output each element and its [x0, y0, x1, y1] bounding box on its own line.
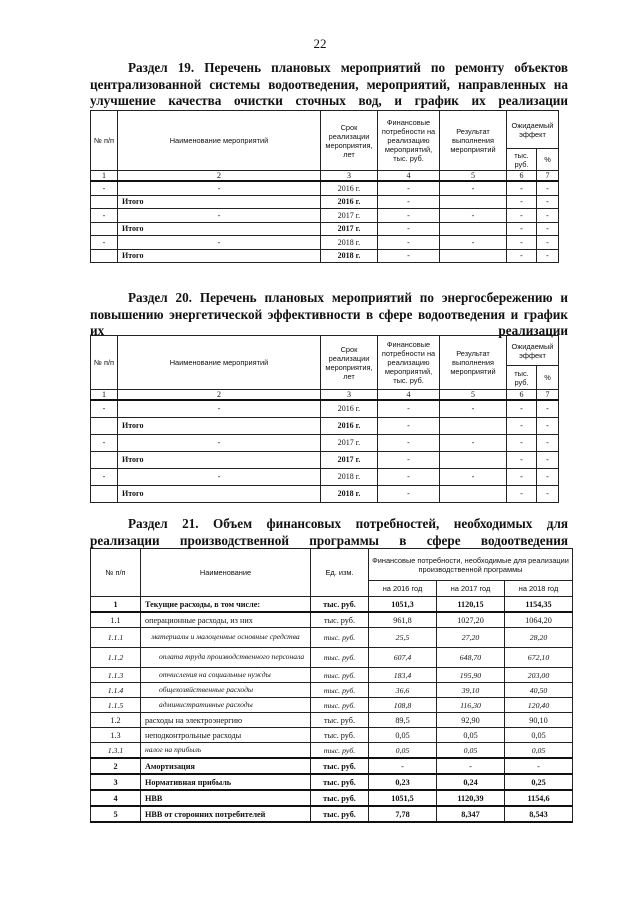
header-name: Наименование мероприятий [118, 111, 321, 171]
cell: - [378, 209, 440, 223]
col-number: 5 [440, 390, 507, 401]
header-effect-rub: тыс. руб. [507, 366, 537, 390]
table-row-total [91, 417, 559, 434]
column-numbers-row [91, 390, 559, 401]
cell-unit: тыс. руб. [311, 668, 369, 683]
cell [440, 485, 507, 502]
cell-unit: тыс. руб. [311, 728, 369, 743]
cell: 2016 г. [321, 400, 378, 417]
cell-unit: тыс. руб. [311, 758, 369, 774]
table-row [91, 698, 573, 713]
cell: - [507, 434, 537, 451]
cell: Итого [118, 451, 321, 468]
cell-unit: тыс. руб. [311, 628, 369, 648]
cell: - [537, 451, 559, 468]
cell-value: 648,70 [437, 648, 505, 668]
cell [91, 195, 118, 209]
cell-num: 4 [91, 790, 141, 806]
header-finance: Финансовые потребности на реализацию мероприятий, тыс. руб. [378, 336, 440, 390]
header-effect: Ожидаемый эффект [507, 111, 559, 149]
cell-unit: тыс. руб. [311, 790, 369, 806]
cell: - [378, 181, 440, 195]
cell-value: 27,20 [437, 628, 505, 648]
cell-value: 90,10 [505, 713, 573, 728]
cell-value: 0,05 [437, 743, 505, 759]
table-row [91, 774, 573, 790]
cell: 2018 г. [321, 468, 378, 485]
cell: Итого [118, 249, 321, 263]
cell: - [378, 451, 440, 468]
cell: - [440, 181, 507, 195]
cell-value: 0,25 [505, 774, 573, 790]
col-number: 6 [507, 390, 537, 401]
cell: - [378, 468, 440, 485]
header-result: Результат выполнения мероприятий [440, 111, 507, 171]
cell: - [378, 417, 440, 434]
section-19-table [90, 110, 559, 263]
cell-num: 1.1 [91, 612, 141, 628]
cell-value: 0,05 [505, 728, 573, 743]
cell: - [537, 236, 559, 250]
cell-value: 8,543 [505, 806, 573, 822]
cell: - [537, 485, 559, 502]
cell-value: 1051,3 [369, 597, 437, 613]
cell-value: 0,05 [369, 743, 437, 759]
cell: - [118, 434, 321, 451]
header-effect-rub: тыс. руб. [507, 149, 537, 171]
cell: - [537, 222, 559, 236]
cell-num: 1.1.5 [91, 698, 141, 713]
table-row [91, 806, 573, 822]
cell-num: 1.3.1 [91, 743, 141, 759]
cell-unit: тыс. руб. [311, 597, 369, 613]
cell: - [378, 222, 440, 236]
cell-value: 7,78 [369, 806, 437, 822]
header-term: Срок реализации мероприятия, лет [321, 111, 378, 171]
cell-value: 1051,5 [369, 790, 437, 806]
cell: Итого [118, 485, 321, 502]
cell: - [440, 400, 507, 417]
cell-value: 8,347 [437, 806, 505, 822]
cell: - [118, 181, 321, 195]
cell: - [507, 222, 537, 236]
table-row [91, 790, 573, 806]
cell: - [378, 400, 440, 417]
cell-num: 5 [91, 806, 141, 822]
header-name: Наименование мероприятий [118, 336, 321, 390]
cell: Итого [118, 417, 321, 434]
section-21-title: Раздел 21. Объем финансовых потребностей, необходимых для реализации производственной программы в сфере водоотведения [90, 516, 568, 548]
cell-name: НВВ от сторонних потребителей [141, 806, 311, 822]
cell-value: 203,00 [505, 668, 573, 683]
cell [91, 417, 118, 434]
table-row [91, 758, 573, 774]
section-19-title: Раздел 19. Перечень плановых мероприятий по ремонту объектов централизованной системы водоотведения, мероприятий, направленных на улучшение качества очистки сточных вод, и график их реализации [90, 60, 568, 108]
cell: Итого [118, 222, 321, 236]
cell-unit: тыс. руб. [311, 683, 369, 698]
cell: - [537, 468, 559, 485]
table-row [91, 683, 573, 698]
cell: - [537, 417, 559, 434]
cell: - [440, 209, 507, 223]
cell: - [507, 468, 537, 485]
header-finance: Финансовые потребности на реализацию мероприятий, тыс. руб. [378, 111, 440, 171]
cell-value: 0,24 [437, 774, 505, 790]
col-number: 7 [537, 390, 559, 401]
cell-unit: тыс. руб. [311, 612, 369, 628]
table-row [91, 400, 559, 417]
col-number: 5 [440, 171, 507, 182]
cell: - [507, 400, 537, 417]
cell-num: 1.1.2 [91, 648, 141, 668]
cell [440, 222, 507, 236]
cell-value: 183,4 [369, 668, 437, 683]
cell: - [118, 236, 321, 250]
cell-name: Амортизация [141, 758, 311, 774]
header-2017: на 2017 год [437, 581, 505, 597]
header-2016: на 2016 год [369, 581, 437, 597]
header-num: № п/п [91, 336, 118, 390]
cell-value: - [505, 758, 573, 774]
cell-value: 961,8 [369, 612, 437, 628]
cell: - [118, 468, 321, 485]
cell: - [440, 468, 507, 485]
cell: - [378, 434, 440, 451]
cell-value: 92,90 [437, 713, 505, 728]
cell-unit: тыс. руб. [311, 774, 369, 790]
header-num: № п/п [91, 549, 141, 597]
cell: 2017 г. [321, 222, 378, 236]
cell [440, 249, 507, 263]
section-21-table [90, 548, 573, 823]
cell [91, 485, 118, 502]
header-unit: Ед. изм. [311, 549, 369, 597]
cell: - [440, 434, 507, 451]
table-row-total [91, 485, 559, 502]
section-20-title: Раздел 20. Перечень плановых мероприятий по энергосбережению и повышению энергетической эффективности в сфере водоотведения и график их реализации [90, 290, 568, 338]
col-number: 2 [118, 390, 321, 401]
header-num: № п/п [91, 111, 118, 171]
cell: 2018 г. [321, 485, 378, 502]
cell: - [507, 485, 537, 502]
header-name: Наименование [141, 549, 311, 597]
table-row [91, 236, 559, 250]
table-row [91, 181, 559, 195]
cell [440, 195, 507, 209]
table-row [91, 713, 573, 728]
cell-unit: тыс. руб. [311, 743, 369, 759]
cell-name: оплата труда производственного персонала [141, 648, 311, 668]
cell: - [507, 417, 537, 434]
cell-value: 672,10 [505, 648, 573, 668]
cell-value: 89,5 [369, 713, 437, 728]
cell [91, 222, 118, 236]
cell-value: 1120,15 [437, 597, 505, 613]
cell: - [537, 181, 559, 195]
cell: - [91, 181, 118, 195]
section-20-table [90, 335, 559, 503]
cell-num: 1.2 [91, 713, 141, 728]
col-number: 7 [537, 171, 559, 182]
header-2018: на 2018 год [505, 581, 573, 597]
col-number: 3 [321, 390, 378, 401]
cell: - [378, 236, 440, 250]
cell-num: 1.1.3 [91, 668, 141, 683]
cell-name: материалы и малоценные основные средства [141, 628, 311, 648]
cell: - [91, 209, 118, 223]
cell-num: 2 [91, 758, 141, 774]
cell [91, 249, 118, 263]
cell-value: 116,30 [437, 698, 505, 713]
page-number: 22 [313, 36, 327, 51]
cell [440, 417, 507, 434]
cell-value: - [437, 758, 505, 774]
cell: 2017 г. [321, 451, 378, 468]
cell-value: 1027,20 [437, 612, 505, 628]
cell-name: Текущие расходы, в том числе: [141, 597, 311, 613]
cell-value: 40,50 [505, 683, 573, 698]
header-effect: Ожидаемый эффект [507, 336, 559, 366]
cell: 2018 г. [321, 249, 378, 263]
cell: - [507, 181, 537, 195]
header-effect-pct: % [537, 366, 559, 390]
cell: - [507, 249, 537, 263]
cell: - [118, 400, 321, 417]
cell-value: 607,4 [369, 648, 437, 668]
cell-num: 1.1.1 [91, 628, 141, 648]
cell-num: 3 [91, 774, 141, 790]
cell-name: административные расходы [141, 698, 311, 713]
cell-value: 0,05 [369, 728, 437, 743]
table-row-total [91, 249, 559, 263]
cell: 2016 г. [321, 417, 378, 434]
cell-num: 1.1.4 [91, 683, 141, 698]
cell [440, 451, 507, 468]
cell: - [91, 468, 118, 485]
cell-unit: тыс. руб. [311, 713, 369, 728]
cell-name: отчисления на социальные нужды [141, 668, 311, 683]
cell-name: общехозяйственные расходы [141, 683, 311, 698]
cell-name: операционные расходы, из них [141, 612, 311, 628]
cell-value: 108,8 [369, 698, 437, 713]
cell: - [378, 249, 440, 263]
cell-value: 28,20 [505, 628, 573, 648]
cell-name: расходы на электроэнергию [141, 713, 311, 728]
cell-value: 120,40 [505, 698, 573, 713]
cell-num: 1.3 [91, 728, 141, 743]
cell: - [537, 209, 559, 223]
header-effect-pct: % [537, 149, 559, 171]
cell: - [537, 195, 559, 209]
table-row [91, 668, 573, 683]
cell: 2018 г. [321, 236, 378, 250]
table-row [91, 648, 573, 668]
cell: 2016 г. [321, 195, 378, 209]
table-row [91, 597, 573, 613]
table-row [91, 209, 559, 223]
cell-name: налог на прибыль [141, 743, 311, 759]
cell: - [91, 400, 118, 417]
col-number: 2 [118, 171, 321, 182]
cell-unit: тыс. руб. [311, 806, 369, 822]
table-row [91, 612, 573, 628]
cell: - [537, 249, 559, 263]
cell-name: неподконтрольные расходы [141, 728, 311, 743]
cell-value: - [369, 758, 437, 774]
cell-value: 0,05 [437, 728, 505, 743]
table-row [91, 434, 559, 451]
col-number: 4 [378, 171, 440, 182]
cell: - [537, 434, 559, 451]
cell: - [507, 195, 537, 209]
cell-unit: тыс. руб. [311, 648, 369, 668]
cell [91, 451, 118, 468]
table-row-total [91, 222, 559, 236]
table-row-total [91, 195, 559, 209]
cell-value: 195,90 [437, 668, 505, 683]
col-number: 6 [507, 171, 537, 182]
table-row [91, 728, 573, 743]
header-finance: Финансовые потребности, необходимые для реализации производственной программы [369, 549, 573, 581]
cell-value: 0,23 [369, 774, 437, 790]
table-row [91, 628, 573, 648]
cell-name: НВВ [141, 790, 311, 806]
table-row [91, 743, 573, 759]
cell-unit: тыс. руб. [311, 698, 369, 713]
cell: - [440, 236, 507, 250]
cell-value: 1154,35 [505, 597, 573, 613]
col-number: 1 [91, 390, 118, 401]
cell: 2017 г. [321, 209, 378, 223]
cell: - [118, 209, 321, 223]
cell: - [507, 209, 537, 223]
header-result: Результат выполнения мероприятий [440, 336, 507, 390]
cell: Итого [118, 195, 321, 209]
cell-num: 1 [91, 597, 141, 613]
cell: - [378, 195, 440, 209]
cell: 2016 г. [321, 181, 378, 195]
cell: - [378, 485, 440, 502]
col-number: 3 [321, 171, 378, 182]
header-term: Срок реализации мероприятия, лет [321, 336, 378, 390]
cell-value: 1154,6 [505, 790, 573, 806]
column-numbers-row [91, 171, 559, 182]
col-number: 1 [91, 171, 118, 182]
cell: - [507, 236, 537, 250]
cell: - [507, 451, 537, 468]
cell-value: 0,05 [505, 743, 573, 759]
cell: - [91, 434, 118, 451]
cell: 2017 г. [321, 434, 378, 451]
table-row [91, 468, 559, 485]
table-row-total [91, 451, 559, 468]
col-number: 4 [378, 390, 440, 401]
cell: - [91, 236, 118, 250]
cell-value: 36,6 [369, 683, 437, 698]
cell-name: Нормативная прибыль [141, 774, 311, 790]
cell-value: 1120,39 [437, 790, 505, 806]
cell-value: 39,10 [437, 683, 505, 698]
cell: - [537, 400, 559, 417]
cell-value: 25,5 [369, 628, 437, 648]
cell-value: 1064,20 [505, 612, 573, 628]
